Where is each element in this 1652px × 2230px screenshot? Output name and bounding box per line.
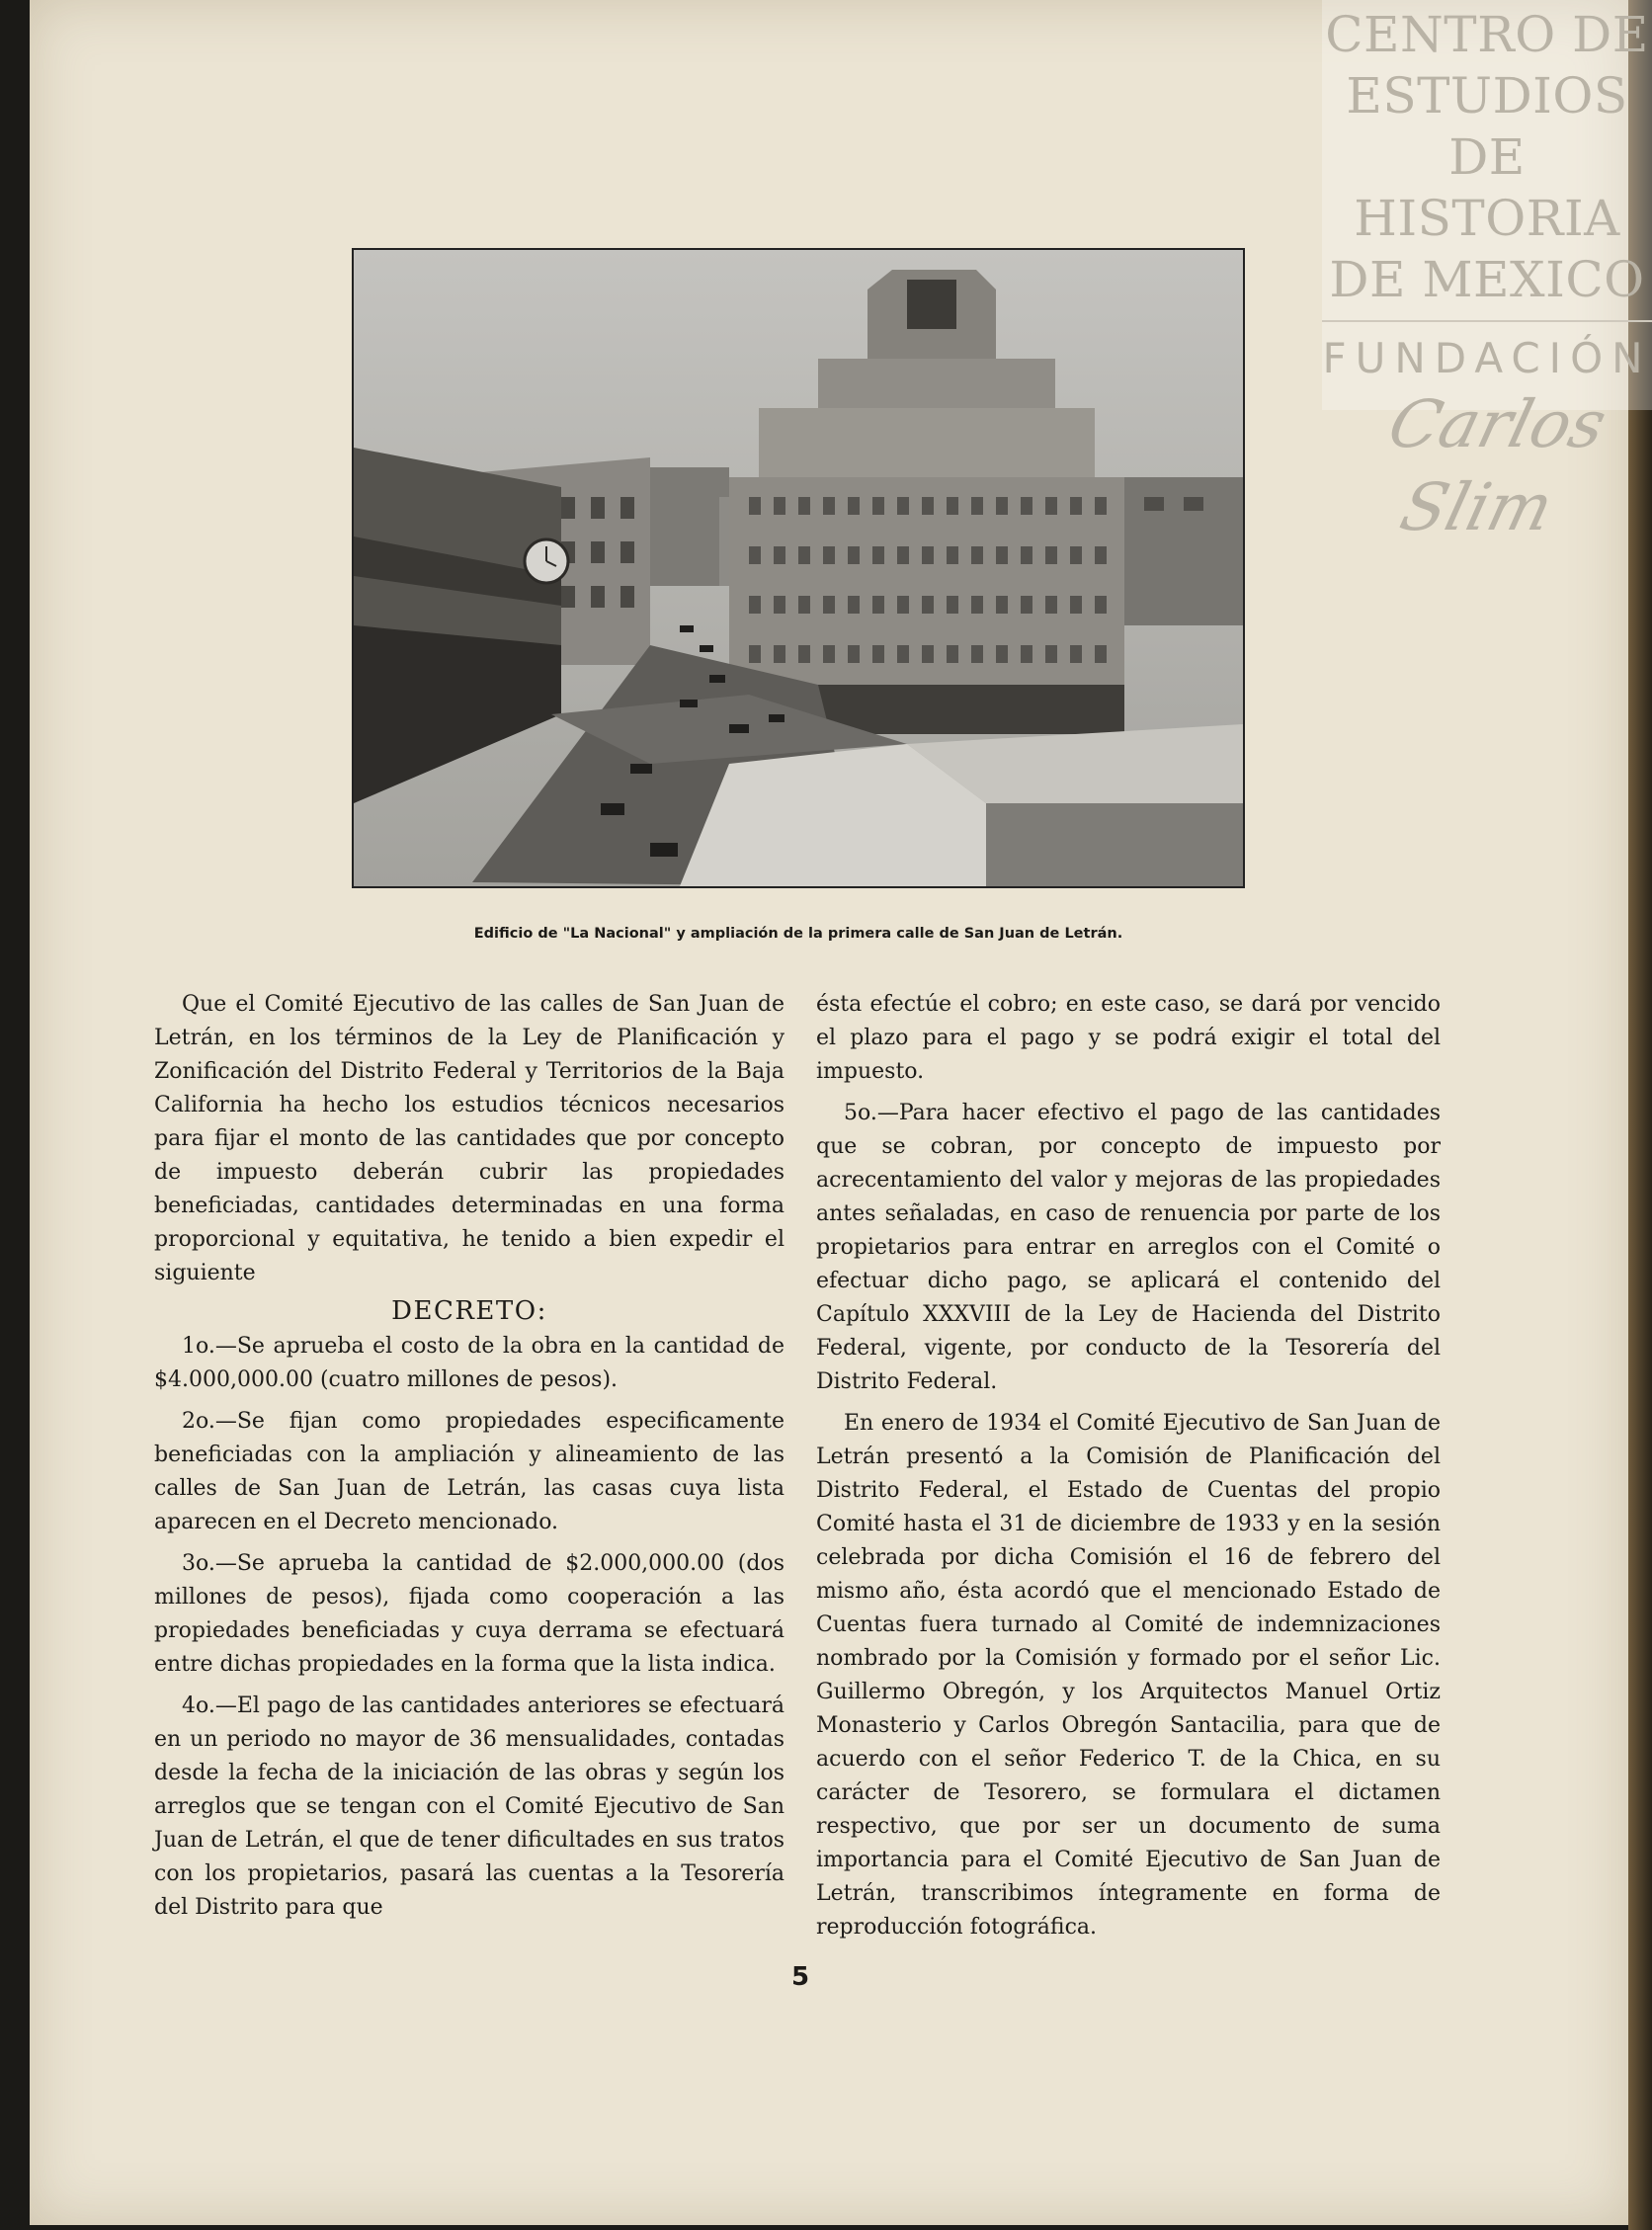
right-text-column (816, 988, 1441, 1944)
figure-caption: Edificio de "La Nacional" y ampliación de la primera calle de San Juan de Letrán. (473, 926, 1123, 942)
watermark-signature: Carlos Slim (1380, 386, 1614, 545)
watermark-line-2: ESTUDIOS (1346, 67, 1628, 124)
decree-article-5: 5o.—Para hacer efectivo el pago de las cantidades que se cobran, por concepto de impuesto por acrecentamiento del valor y mejoras de las propiedades antes señaladas, en caso de renuencia por parte de los propietarios para entrar en arreglos con el Comité o efectuar dicho pago, se aplicará el contenido del Capítulo XXXVIII de la Ley de Hacienda del Distrito Federal, vigente, por conducto de la Tesorería del Distrito Federal. (816, 1101, 1441, 1394)
continuation-paragraph: ésta efectúe el cobro; en este caso, se dará por vencido el plazo para el pago y se podrá exigir el total del impuesto. (816, 992, 1441, 1084)
watermark-line-4: DE MEXICO (1329, 251, 1645, 308)
street-photo-illustration (354, 250, 1243, 886)
watermark-foundation: FUNDACIÓN (1322, 334, 1652, 382)
street-photograph (352, 248, 1245, 888)
decree-article-2: 2o.—Se fijan como propiedades especificamente beneficiadas con la ampliación y alineamiento de las calles de San Juan de Letrán, las casas cuya lista aparecen en el Decreto mencionado. (154, 1409, 785, 1534)
decree-article-1: 1o.—Se aprueba el costo de la obra en la cantidad de $4.000,000.00 (cuatro millones de pesos). (154, 1334, 785, 1392)
archive-watermark (1322, 0, 1652, 545)
left-text-column (154, 988, 785, 1925)
decree-article-4: 4o.—El pago de las cantidades anteriores se efectuará en un periodo no mayor de 36 mensualidades, contadas desde la fecha de la iniciación de las obras y según los arreglos que se tengan con el Comité Ejecutivo de San Juan de Letrán, el que de tener dificultades en sus tratos con los propietarios, pasará las cuentas a la Tesorería del Distrito para que (154, 1693, 785, 1920)
page-number: 5 (790, 1962, 810, 1992)
decree-article-3: 3o.—Se aprueba la cantidad de $2.000,000.00 (dos millones de pesos), fijada como cooperación a las propiedades beneficiadas y cuya derrama se efectuará entre dichas propiedades en la forma que la lista indica. (154, 1551, 785, 1677)
watermark-line-1: CENTRO DE (1325, 6, 1649, 63)
intro-paragraph: Que el Comité Ejecutivo de las calles de San Juan de Letrán, en los términos de la Ley de Planificación y Zonificación del Distrito Federal y Territorios de la Baja California ha hecho los estudios técnicos necesarios para fijar el monto de las cantidades que por concepto de impuesto deberán cubrir las propiedades beneficiadas, cantidades determinadas en una forma proporcional y equitativa, he tenido a bien expedir el siguiente (154, 992, 785, 1285)
watermark-line-3: DE HISTORIA (1354, 128, 1620, 247)
decree-heading: DECRETO: (391, 1296, 547, 1326)
history-paragraph: En enero de 1934 el Comité Ejecutivo de San Juan de Letrán presentó a la Comisión de Planificación del Distrito Federal, el Estado de Cuentas del propio Comité hasta el 31 de diciembre de 1933 y en la sesión celebrada por dicha Comisión el 16 de febrero del mismo año, ésta acordó que el mencionado Estado de Cuentas fuera turnado al Comité de indemnizaciones nombrado por la Comisión y formado por el señor Lic. Guillermo Obregón, y los Arquitectos Manuel Ortiz Monasterio y Carlos Obregón Santacilia, para que de acuerdo con el señor Federico T. de la Chica, en su carácter de Tesorero, se formulara el dictamen respectivo, que por ser un documento de suma importancia para el Comité Ejecutivo de San Juan de Letrán, transcribimos íntegramente en forma de reproducción fotográfica. (816, 1411, 1441, 1940)
watermark-divider (1322, 320, 1652, 322)
